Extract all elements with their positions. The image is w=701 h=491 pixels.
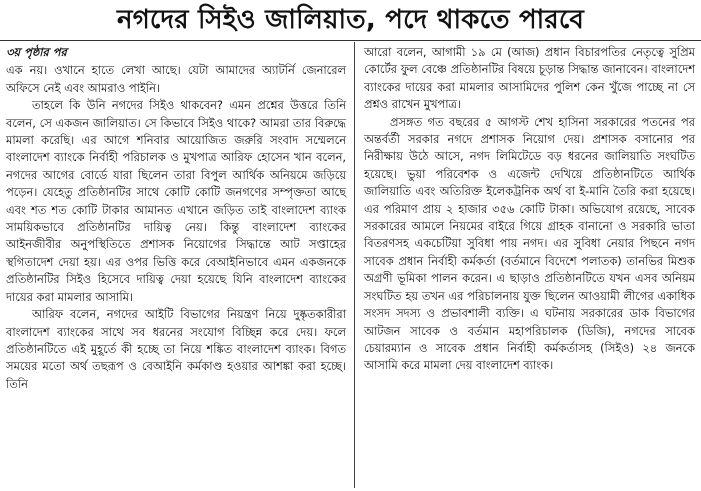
headline-rule <box>0 40 701 41</box>
paragraph: আরিফ বলেন, নগদের আইটি বিভাগের নিয়ন্ত্রণ নিয়ে দুষ্কৃতকারীরা বাংলাদেশ ব্যাংকের সাথে সব ধরনের সংযোগ বিচ্ছিন্ন করে দেয়। ফলে প্রতিষ্ঠানটিতে এই মুহূর্তে কী হচ্ছে তা নিয়ে শঙ্কিত বাংলাদেশ ব্যাংক। বিগত সময়ের মতো অর্থ তছরূপ ও বেআইনি কর্মকাণ্ড হওয়ার আশঙ্কা করা হচ্ছে। তিনি <box>6 307 346 391</box>
paragraph: তাহলে কি উনি নগদের সিইও থাকবেন? এমন প্রশ্নের উত্তরে তিনি বলেন, সে একজন জালিয়াত। সে কিভাবে সিইও থাকে? আমরা তার বিরুদ্ধে মামলা করেছি। এর আগে শনিবার আয়োজিত জরুরি সংবাদ সম্মেলনে বাংলাদেশ ব্যাংকে নির্বাহী পরিচালক ও মুখপাত্র আরিফ হোসেন খান বলেন, নগদের আগের বোর্ডে যারা ছিলেন তারা বিপুল আর্থিক অনিয়মে জড়িয়ে পড়েন। যেহেতু প্রতিষ্ঠানটির সাথে কোটি কোটি জনগণের সম্পৃক্ততা আছে এবং শত শত কোটি টাকার আমানত এখানে জড়িত তাই বাংলাদেশ ব্যাংক সাময়িকভাবে প্রতিষ্ঠানটির দায়িত্ব নেয়। কিন্তু বাংলাদেশ ব্যাংকের আইনজীবীর অনুপস্থিতিতে প্রশাসক নিয়োগের সিদ্ধান্তে আট সপ্তাহের স্থগিতাদেশ দেয়া হয়। এর ওপর ভিত্তি করে বেআইনিভাবে এমন একজনকে প্রতিষ্ঠানটির সিইও হিসেবে দায়িত্ব দেয়া হয়েছে যিনি বাংলাদেশ ব্যাংকের দায়ের করা মামলার আসামি। <box>6 98 346 304</box>
paragraph: প্রসঙ্গত গত বছরের ৫ আগস্ট শেখ হাসিনা সরকারের পতনের পর অন্তর্বর্তী সরকার নগদে প্রশাসক নিয়োগ দেয়। প্রশাসক বসানোর পর নিরীক্ষায় উঠে আসে, নগদ লিমিটেডে বড় ধরনের জালিয়াতি সংঘটিত হয়েছে। ভুয়া পরিবেশক ও এজেন্ট দেখিয়ে প্রতিষ্ঠানটিতে আর্থিক জালিয়াতি এবং অতিরিক্ত ইলেকট্রনিক অর্থ বা ই-মানি তৈরি করা হয়েছে। এর পরিমাণ প্রায় ২ হাজার ৩৫৬ কোটি টাকা। অভিযোগ রয়েছে, সাবেক সরকারের আমলে নিয়মের বাইরে গিয়ে গ্রাহক বানানো ও সরকারি ভাতা বিতরণসহ একচেটিয়া সুবিধা পায় নগদ। এর সুবিধা নেয়ার পিছনে নগদ সাবেক প্রধান নির্বাহী কর্মকর্তা (বর্তমানে বিদেশে পলাতক) তানভির মিশুক অগ্রণী ভূমিকা পালন করেন। এ ছাড়াও প্রতিষ্ঠানটিতে যখন এসব অনিয়ম সংঘটিত হয় তখন এর পরিচালনায় যুক্ত ছিলেন আওয়ামী লীগের একাধিক সংসদ সদস্য ও প্রভাবশালী ব্যক্তি। এ ঘটনায় সরকারের ডাক বিভাগের আটজন সাবেক ও বর্তমান মহাপরিচালক (ডিজি), নগদের সাবেক চেয়ারম্যান ও সাবেক প্রধান নির্বাহী কর্মকর্তাসহ (সিইও) ২৪ জনকে আসামি করে মামলা দেয় বাংলাদেশ ব্যাংক। <box>364 114 695 373</box>
paragraph: আরো বলেন, আগামী ১৯ মে (আজ) প্রধান বিচারপতির নেতৃত্বে সুপ্রিম কোর্টের ফুল বেঞ্চে প্রতিষ্ঠানটির বিষয়ে চূড়ান্ত সিদ্ধান্ত জানাবেন। বাংলাদেশ ব্যাংকের দায়ের করা মামলার আসামিদের পুলিশ কেন খুঁজে পাচ্ছে না সে প্রশ্নও রাখেন মুখপাত্র। <box>364 45 695 112</box>
left-column <box>6 44 346 393</box>
column-divider <box>354 42 355 488</box>
continued-from-label: ৩য় পৃষ্ঠার পর <box>6 45 67 59</box>
headline: নগদের সিইও জালিয়াত, পদে থাকতে পারবে <box>116 5 585 35</box>
paragraph: এক নয়। ওখানে হাতে লেখা আছে। যেটা আমাদের অ্যাটর্নি জেনারেল অফিসে নেই এবং আমরাও পাইনি। <box>6 63 346 95</box>
right-column <box>364 44 695 375</box>
